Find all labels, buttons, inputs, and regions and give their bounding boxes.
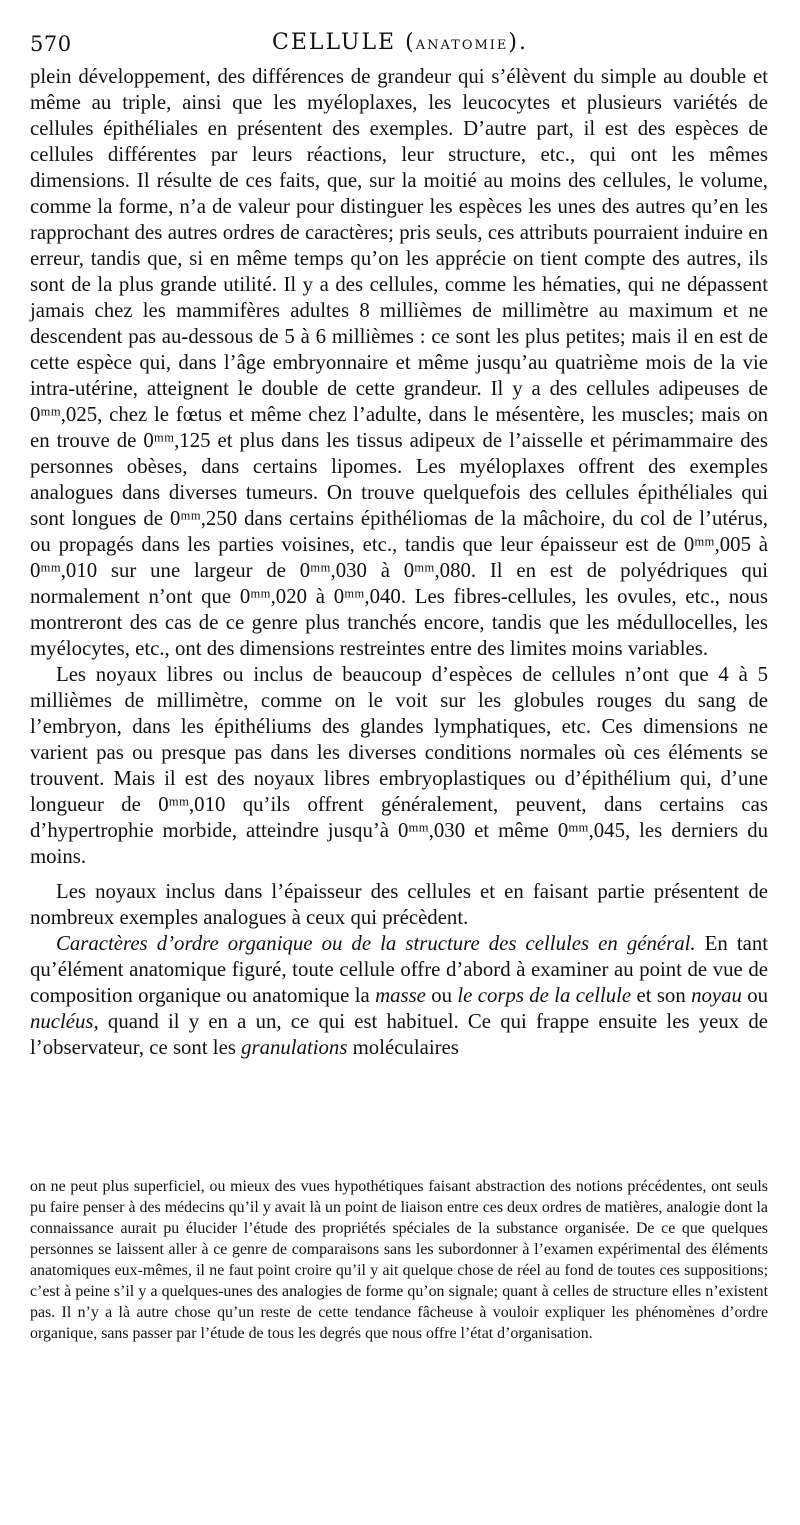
paragraph-4-text-b: ou: [425, 984, 458, 1007]
paragraph-4-text-f: moléculaires: [347, 1036, 459, 1059]
body-text: [30, 64, 768, 1061]
footnote-text: on ne peut plus superficiel, ou mieux des vues hypothétiques faisant abstraction des notions précédentes, ont seuls pu faire penser à des médecins qu’il y avait là un point de liaison entre ces deux ordres de matières, analogie dont la connaissance aurait pu élucider l’étude des propriétés spéciales de la substance organisée. De ce que quelques personnes se laissent aller à ce genre de comparaisons sans les subordonner à l’examen expérimental des éléments anatomiques eux-mêmes, il ne faut point croire qu’il y ait quelque chose de réel au fond de toutes ces suppositions; c’est à peine s’il y a quelques-unes des analogies de forme qu’on signale; quant à celles de structure elles n’existent pas. Il n’y a là autre chose qu’un reste de cette tendance fâcheuse à vouloir expliquer les phénomènes d’ordre organique, sans passer par l’étude de tous les degrés que nous offre l’état d’organisation.: [30, 1178, 768, 1342]
running-title: [30, 30, 770, 55]
running-title-small-caps: ANATOMIE: [415, 38, 509, 53]
term-noyau: noyau: [691, 984, 742, 1007]
footnote: [30, 1176, 768, 1344]
paragraph-4-text-c: et son: [631, 984, 692, 1007]
paragraph-4-text-e: , quand il y en a un, ce qui est habituel. Ce qui frappe ensuite les yeux de l’observateur, ce sont les: [30, 1010, 768, 1059]
paragraph-3: Les noyaux inclus dans l’épaisseur des cellules et en faisant partie présentent de nombreux exemples analogues à ceux qui précèdent.: [30, 880, 768, 929]
term-nucleus: nucléus: [30, 1010, 94, 1033]
running-head: [30, 28, 770, 62]
section-heading: Caractères d’ordre organique ou de la structure des cellules en général.: [56, 932, 696, 955]
running-title-close: ).: [508, 30, 528, 55]
running-title-main: CELLULE (: [272, 30, 416, 55]
term-masse: masse: [375, 984, 426, 1007]
term-granulations: granulations: [241, 1036, 348, 1059]
term-corps: le corps de la cellule: [457, 984, 632, 1007]
paragraph-4-text-d: ou: [741, 984, 769, 1007]
page-number: 570: [30, 32, 72, 56]
paragraph-2: Les noyaux libres ou inclus de beaucoup d’espèces de cellules n’ont que 4 à 5 millièmes de millimètre, comme on le voit sur les globules rouges du sang de l’embryon, dans les épithéliums des glandes lymphatiques, etc. Ces dimensions ne varient pas ou presque pas dans les diverses conditions normales où ces éléments se trouvent. Mais il est des noyaux libres embryoplastiques ou d’épithélium qui, d’une longueur de 0ᵐᵐ,010 qu’ils offrent généralement, peuvent, dans certains cas d’hypertrophie morbide, atteindre jusqu’à 0ᵐᵐ,030 et même 0ᵐᵐ,045, les derniers du moins.: [30, 663, 768, 868]
paragraph-1: plein développement, des différences de grandeur qui s’élèvent du simple au double et même au triple, ainsi que les myéloplaxes, les leucocytes et plusieurs variétés de cellules épithéliales en présentent des exemples. D’autre part, il est des espèces de cellules différentes par leurs réactions, leur structure, etc., qui ont les mêmes dimensions. Il résulte de ces faits, que, sur la moitié au moins des cellules, le volume, comme la forme, n’a de valeur pour distinguer les espèces les unes des autres qu’en les rapprochant des autres ordres de caractères; pris seuls, ces attributs pourraient induire en erreur, tandis que, si en même temps qu’on les apprécie on tient compte des autres, ils sont de la plus grande utilité. Il y a des cellules, comme les hématies, qui ne dépassent jamais chez les mammifères adultes 8 millièmes de millimètre au maximum et ne descendent pas au-dessous de 5 à 6 millièmes : ce sont les plus petites; mais il en est de cette espèce qui, dans l’âge embryonnaire et même jusqu’au quatrième mois de la vie intra-utérine, atteignent le double de cette grandeur. Il y a des cellules adipeuses de 0ᵐᵐ,025, chez le fœtus et même chez l’adulte, dans le mésentère, les muscles; mais on en trouve de 0ᵐᵐ,125 et plus dans les tissus adipeux de l’aisselle et périmammaire des personnes obèses, dans certains lipomes. Les myéloplaxes offrent des exemples analogues dans diverses tumeurs. On trouve quelquefois des cellules épithéliales qui sont longues de 0ᵐᵐ,250 dans certains épithéliomas de la mâchoire, du col de l’utérus, ou propagés dans les parties voisines, etc., tandis que leur épaisseur est de 0ᵐᵐ,005 à 0ᵐᵐ,010 sur une largeur de 0ᵐᵐ,030 à 0ᵐᵐ,080. Il en est de polyédriques qui normalement n’ont que 0ᵐᵐ,020 à 0ᵐᵐ,040. Les fibres-cellules, les ovules, etc., nous montreront des cas de ce genre plus tranchés encore, tandis que les médullocelles, les myélocytes, etc., ont des dimensions restreintes entre des limites moins variables.: [30, 65, 768, 660]
paragraph-4-text-a: En tant qu’élément anatomique figuré, toute cellule offre d’abord à examiner au point de vue de composition organique ou anatomique la: [30, 932, 769, 1007]
paragraph-4: [30, 931, 768, 1061]
